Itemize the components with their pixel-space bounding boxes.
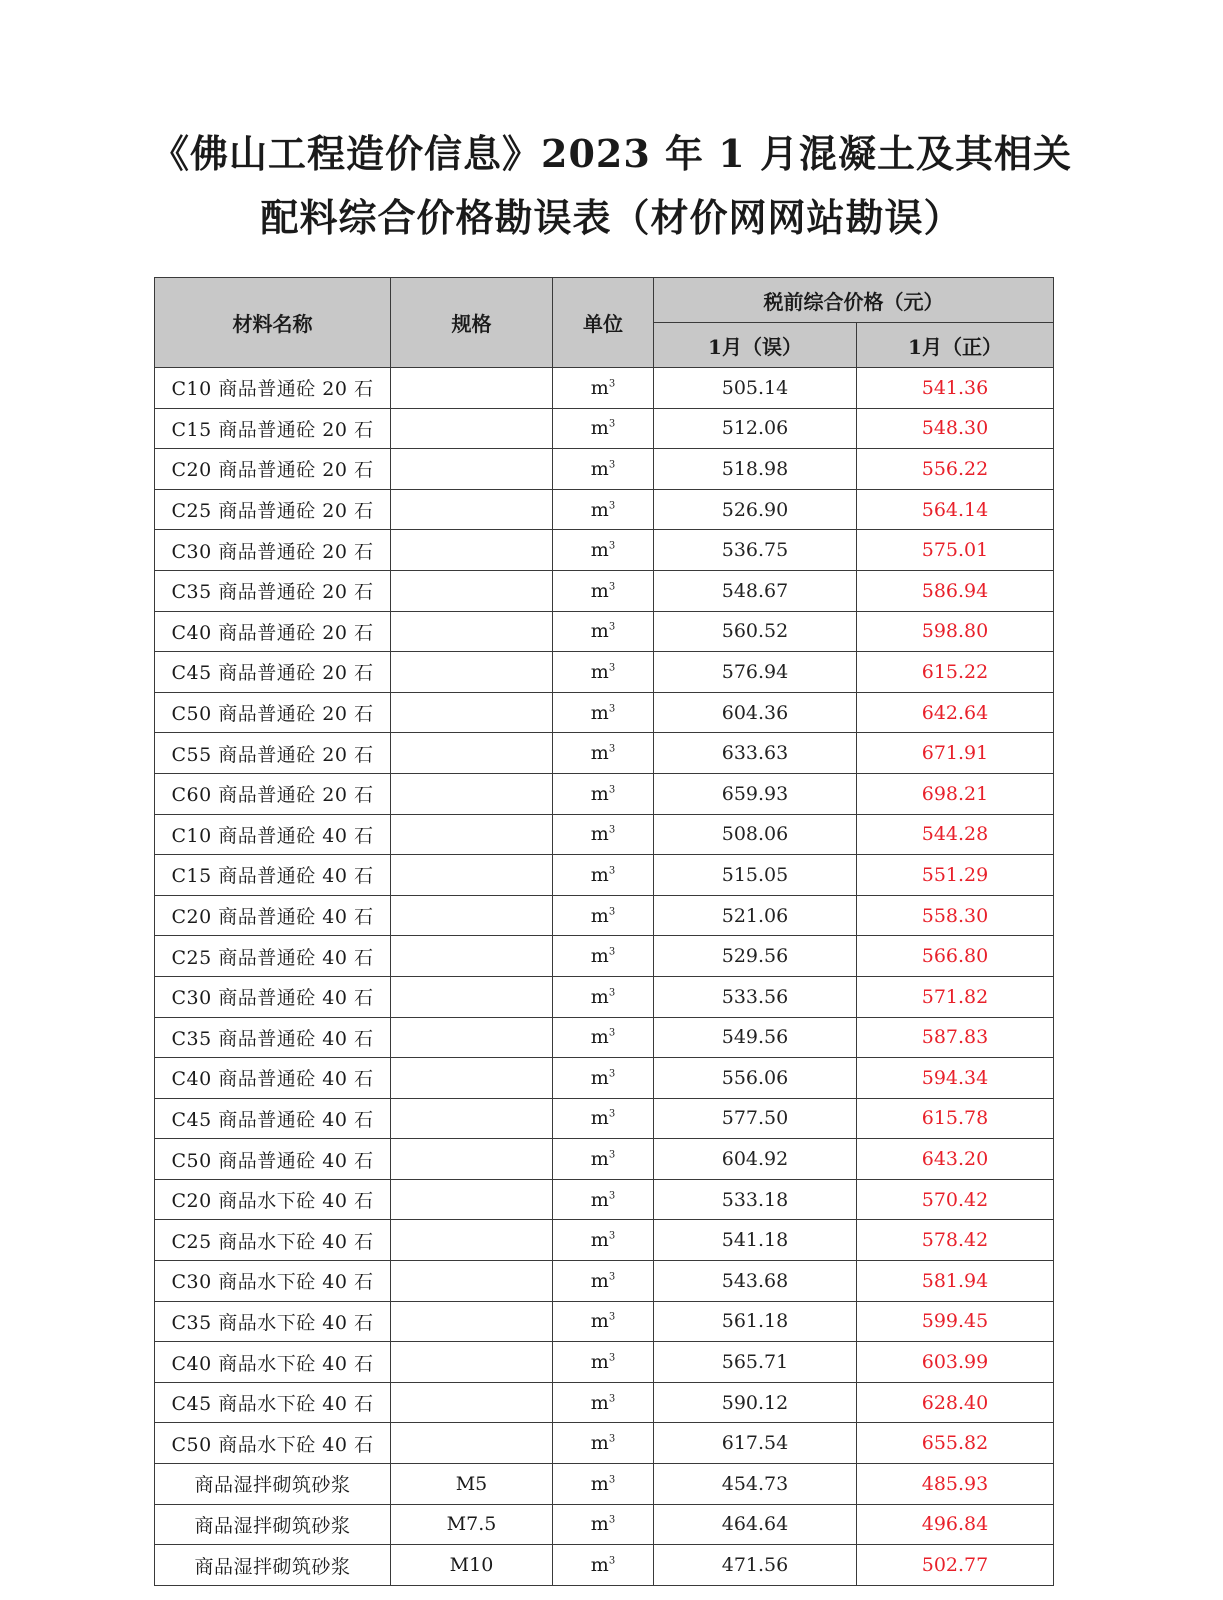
unit-cell xyxy=(553,489,654,530)
unit-base: m xyxy=(590,376,609,399)
unit-cell xyxy=(553,1342,654,1383)
correct-price-cell: 615.78 xyxy=(857,1098,1054,1139)
spec-cell xyxy=(391,489,553,530)
wrong-price-cell: 529.56 xyxy=(654,936,857,977)
spec-cell xyxy=(391,976,553,1017)
material-name-cell: C30 商品普通砼 40 石 xyxy=(155,976,391,1017)
unit-cell xyxy=(553,773,654,814)
unit-exponent: 3 xyxy=(608,581,616,593)
table-row xyxy=(155,936,1054,977)
wrong-price-cell: 508.06 xyxy=(654,814,857,855)
unit-base: m xyxy=(590,1472,609,1495)
table-row xyxy=(155,814,1054,855)
unit-exponent: 3 xyxy=(608,906,616,918)
spec-cell xyxy=(391,1342,553,1383)
unit-cell xyxy=(553,1139,654,1180)
correct-price-cell: 485.93 xyxy=(857,1464,1054,1505)
correct-price-cell: 603.99 xyxy=(857,1342,1054,1383)
page-title-line-1: 《佛山工程造价信息》2023 年 1 月混凝土及其相关 xyxy=(151,131,1072,176)
table-row xyxy=(155,1220,1054,1261)
unit-base: m xyxy=(590,579,609,602)
correct-price-cell: 615.22 xyxy=(857,652,1054,693)
spec-cell xyxy=(391,570,553,611)
material-name-cell: C20 商品普通砼 20 石 xyxy=(155,449,391,490)
spec-cell xyxy=(391,1017,553,1058)
material-name-cell: C35 商品普通砼 40 石 xyxy=(155,1017,391,1058)
material-name-cell: C25 商品普通砼 20 石 xyxy=(155,489,391,530)
wrong-price-cell: 577.50 xyxy=(654,1098,857,1139)
correct-price-cell: 571.82 xyxy=(857,976,1054,1017)
unit-exponent: 3 xyxy=(608,946,616,958)
material-name-cell: C20 商品普通砼 40 石 xyxy=(155,895,391,936)
spec-cell: M5 xyxy=(391,1464,553,1505)
unit-exponent: 3 xyxy=(608,419,616,431)
unit-base: m xyxy=(590,701,609,724)
wrong-price-cell: 604.36 xyxy=(654,692,857,733)
wrong-price-cell: 590.12 xyxy=(654,1382,857,1423)
spec-cell: M10 xyxy=(391,1545,553,1586)
table-row xyxy=(155,530,1054,571)
unit-cell xyxy=(553,408,654,449)
table-row xyxy=(155,1504,1054,1545)
unit-base: m xyxy=(590,1554,609,1577)
unit-exponent: 3 xyxy=(608,825,616,836)
table-body xyxy=(155,368,1054,1586)
spec-cell xyxy=(391,895,553,936)
page-title-line-2: 配料综合价格勘误表（材价网网站勘误） xyxy=(260,195,963,240)
table-row xyxy=(155,733,1054,774)
unit-base: m xyxy=(590,1229,609,1252)
correct-price-cell: 502.77 xyxy=(857,1545,1054,1586)
wrong-price-cell: 533.56 xyxy=(654,976,857,1017)
unit-exponent: 3 xyxy=(608,1474,616,1486)
unit-cell xyxy=(553,1261,654,1302)
table-row xyxy=(155,1139,1054,1180)
unit-cell xyxy=(553,1464,654,1505)
wrong-price-cell: 543.68 xyxy=(654,1261,857,1302)
wrong-price-cell: 515.05 xyxy=(654,855,857,896)
header-unit: 单位 xyxy=(553,278,654,368)
spec-cell xyxy=(391,611,553,652)
header-january-correct: 1月（正） xyxy=(857,323,1054,368)
unit-base: m xyxy=(590,1107,609,1130)
material-name-cell: C40 商品普通砼 20 石 xyxy=(155,611,391,652)
correct-price-cell: 587.83 xyxy=(857,1017,1054,1058)
table-row xyxy=(155,652,1054,693)
unit-cell xyxy=(553,1058,654,1099)
unit-exponent: 3 xyxy=(608,703,616,715)
table-row xyxy=(155,976,1054,1017)
spec-cell xyxy=(391,773,553,814)
correct-price-cell: 566.80 xyxy=(857,936,1054,977)
correct-price-cell: 496.84 xyxy=(857,1504,1054,1545)
unit-exponent: 3 xyxy=(608,1230,616,1242)
material-name-cell: C55 商品普通砼 20 石 xyxy=(155,733,391,774)
material-name-cell: C45 商品普通砼 20 石 xyxy=(155,652,391,693)
unit-exponent: 3 xyxy=(608,987,616,999)
correct-price-cell: 642.64 xyxy=(857,692,1054,733)
material-name-cell: C25 商品水下砼 40 石 xyxy=(155,1220,391,1261)
unit-base: m xyxy=(590,1066,609,1089)
unit-cell xyxy=(553,570,654,611)
unit-cell xyxy=(553,814,654,855)
unit-cell xyxy=(553,976,654,1017)
spec-cell xyxy=(391,1098,553,1139)
unit-cell xyxy=(553,530,654,571)
wrong-price-cell: 565.71 xyxy=(654,1342,857,1383)
material-name-cell: C40 商品普通砼 40 石 xyxy=(155,1058,391,1099)
material-name-cell: C10 商品普通砼 20 石 xyxy=(155,368,391,409)
table-row xyxy=(155,1423,1054,1464)
unit-exponent: 3 xyxy=(608,865,616,877)
table-header xyxy=(155,278,1054,368)
correct-price-cell: 541.36 xyxy=(857,368,1054,409)
table-row xyxy=(155,895,1054,936)
unit-exponent: 3 xyxy=(608,784,616,796)
table-row xyxy=(155,368,1054,409)
spec-cell xyxy=(391,1301,553,1342)
material-name-cell: 商品湿拌砌筑砂浆 xyxy=(155,1545,391,1586)
correct-price-cell: 558.30 xyxy=(857,895,1054,936)
unit-exponent: 3 xyxy=(608,1555,616,1567)
table-row xyxy=(155,570,1054,611)
material-name-cell: C30 商品水下砼 40 石 xyxy=(155,1261,391,1302)
unit-cell xyxy=(553,1017,654,1058)
unit-exponent: 3 xyxy=(608,378,616,390)
unit-exponent: 3 xyxy=(608,1190,616,1202)
material-name-cell: C50 商品普通砼 20 石 xyxy=(155,692,391,733)
correct-price-cell: 698.21 xyxy=(857,773,1054,814)
unit-cell xyxy=(553,855,654,896)
correct-price-cell: 643.20 xyxy=(857,1139,1054,1180)
spec-cell xyxy=(391,530,553,571)
unit-base: m xyxy=(590,782,609,805)
wrong-price-cell: 548.67 xyxy=(654,570,857,611)
material-name-cell: C10 商品普通砼 40 石 xyxy=(155,814,391,855)
unit-exponent: 3 xyxy=(608,1109,616,1121)
wrong-price-cell: 518.98 xyxy=(654,449,857,490)
spec-cell xyxy=(391,1382,553,1423)
wrong-price-cell: 556.06 xyxy=(654,1058,857,1099)
header-price-group: 税前综合价格（元） xyxy=(654,278,1054,323)
spec-cell xyxy=(391,1220,553,1261)
correct-price-cell: 599.45 xyxy=(857,1301,1054,1342)
wrong-price-cell: 536.75 xyxy=(654,530,857,571)
correct-price-cell: 556.22 xyxy=(857,449,1054,490)
unit-cell xyxy=(553,1301,654,1342)
unit-base: m xyxy=(590,863,609,886)
unit-base: m xyxy=(590,1432,609,1455)
correct-price-cell: 570.42 xyxy=(857,1179,1054,1220)
table-row xyxy=(155,1342,1054,1383)
unit-base: m xyxy=(590,660,609,683)
spec-cell xyxy=(391,1423,553,1464)
unit-cell xyxy=(553,1098,654,1139)
correct-price-cell: 551.29 xyxy=(857,855,1054,896)
spec-cell xyxy=(391,368,553,409)
correct-price-cell: 575.01 xyxy=(857,530,1054,571)
unit-exponent: 3 xyxy=(608,1271,616,1283)
material-name-cell: 商品湿拌砌筑砂浆 xyxy=(155,1464,391,1505)
correct-price-cell: 578.42 xyxy=(857,1220,1054,1261)
table-row xyxy=(155,449,1054,490)
correct-price-cell: 671.91 xyxy=(857,733,1054,774)
unit-cell xyxy=(553,1423,654,1464)
spec-cell xyxy=(391,936,553,977)
header-spec: 规格 xyxy=(391,278,553,368)
unit-cell xyxy=(553,368,654,409)
correct-price-cell: 594.34 xyxy=(857,1058,1054,1099)
spec-cell xyxy=(391,1179,553,1220)
price-correction-table xyxy=(154,277,1054,1586)
unit-exponent: 3 xyxy=(608,500,616,512)
unit-base: m xyxy=(590,1513,609,1536)
wrong-price-cell: 541.18 xyxy=(654,1220,857,1261)
wrong-price-cell: 560.52 xyxy=(654,611,857,652)
table-row xyxy=(155,1098,1054,1139)
unit-base: m xyxy=(590,742,609,765)
material-name-cell: C60 商品普通砼 20 石 xyxy=(155,773,391,814)
unit-exponent: 3 xyxy=(608,1149,616,1161)
unit-base: m xyxy=(590,945,609,968)
spec-cell xyxy=(391,408,553,449)
unit-cell xyxy=(553,936,654,977)
wrong-price-cell: 549.56 xyxy=(654,1017,857,1058)
unit-cell xyxy=(553,692,654,733)
correct-price-cell: 544.28 xyxy=(857,814,1054,855)
wrong-price-cell: 604.92 xyxy=(654,1139,857,1180)
correct-price-cell: 628.40 xyxy=(857,1382,1054,1423)
unit-base: m xyxy=(590,1351,609,1374)
spec-cell xyxy=(391,1139,553,1180)
unit-exponent: 3 xyxy=(608,1393,616,1405)
unit-exponent: 3 xyxy=(608,743,616,755)
wrong-price-cell: 505.14 xyxy=(654,368,857,409)
unit-cell xyxy=(553,733,654,774)
unit-cell xyxy=(553,1382,654,1423)
wrong-price-cell: 526.90 xyxy=(654,489,857,530)
unit-base: m xyxy=(590,823,609,846)
correct-price-cell: 548.30 xyxy=(857,408,1054,449)
material-name-cell: C15 商品普通砼 20 石 xyxy=(155,408,391,449)
unit-cell xyxy=(553,1179,654,1220)
table-row xyxy=(155,1261,1054,1302)
unit-exponent: 3 xyxy=(608,622,616,634)
unit-cell xyxy=(553,895,654,936)
material-name-cell: C15 商品普通砼 40 石 xyxy=(155,855,391,896)
wrong-price-cell: 617.54 xyxy=(654,1423,857,1464)
spec-cell xyxy=(391,1261,553,1302)
wrong-price-cell: 659.93 xyxy=(654,773,857,814)
wrong-price-cell: 454.73 xyxy=(654,1464,857,1505)
correct-price-cell: 581.94 xyxy=(857,1261,1054,1302)
unit-cell xyxy=(553,1504,654,1545)
unit-base: m xyxy=(590,985,609,1008)
unit-exponent: 3 xyxy=(608,1433,616,1445)
unit-exponent: 3 xyxy=(608,1068,616,1080)
table-row xyxy=(155,1545,1054,1586)
spec-cell xyxy=(391,1058,553,1099)
unit-base: m xyxy=(590,904,609,927)
unit-exponent: 3 xyxy=(608,1027,616,1039)
unit-exponent: 3 xyxy=(608,662,616,674)
table-row xyxy=(155,1382,1054,1423)
unit-base: m xyxy=(590,620,609,643)
wrong-price-cell: 464.64 xyxy=(654,1504,857,1545)
spec-cell: M7.5 xyxy=(391,1504,553,1545)
spec-cell xyxy=(391,855,553,896)
unit-base: m xyxy=(590,1269,609,1292)
table-row xyxy=(155,1301,1054,1342)
correct-price-cell: 586.94 xyxy=(857,570,1054,611)
unit-cell xyxy=(553,652,654,693)
correct-price-cell: 655.82 xyxy=(857,1423,1054,1464)
wrong-price-cell: 576.94 xyxy=(654,652,857,693)
table-row xyxy=(155,773,1054,814)
wrong-price-cell: 521.06 xyxy=(654,895,857,936)
unit-base: m xyxy=(590,1391,609,1414)
unit-base: m xyxy=(590,457,609,480)
correct-price-cell: 598.80 xyxy=(857,611,1054,652)
material-name-cell: C35 商品水下砼 40 石 xyxy=(155,1301,391,1342)
wrong-price-cell: 561.18 xyxy=(654,1301,857,1342)
material-name-cell: C45 商品水下砼 40 石 xyxy=(155,1382,391,1423)
material-name-cell: C25 商品普通砼 40 石 xyxy=(155,936,391,977)
unit-cell xyxy=(553,1220,654,1261)
unit-cell xyxy=(553,449,654,490)
correct-price-cell: 564.14 xyxy=(857,489,1054,530)
unit-exponent: 3 xyxy=(608,1515,616,1527)
spec-cell xyxy=(391,449,553,490)
table-row xyxy=(155,1179,1054,1220)
table-row xyxy=(155,1058,1054,1099)
material-name-cell: C35 商品普通砼 20 石 xyxy=(155,570,391,611)
table-row xyxy=(155,1017,1054,1058)
table-row xyxy=(155,692,1054,733)
spec-cell xyxy=(391,733,553,774)
table-row xyxy=(155,611,1054,652)
spec-cell xyxy=(391,652,553,693)
unit-cell xyxy=(553,611,654,652)
table-row xyxy=(155,489,1054,530)
material-name-cell: C45 商品普通砼 40 石 xyxy=(155,1098,391,1139)
unit-cell xyxy=(553,1545,654,1586)
unit-base: m xyxy=(590,1310,609,1333)
unit-exponent: 3 xyxy=(608,1352,616,1364)
material-name-cell: C40 商品水下砼 40 石 xyxy=(155,1342,391,1383)
page-title xyxy=(0,122,1223,250)
table-row xyxy=(155,408,1054,449)
wrong-price-cell: 512.06 xyxy=(654,408,857,449)
unit-base: m xyxy=(590,1148,609,1171)
unit-exponent: 3 xyxy=(608,459,616,471)
header-material-name: 材料名称 xyxy=(155,278,391,368)
spec-cell xyxy=(391,814,553,855)
material-name-cell: 商品湿拌砌筑砂浆 xyxy=(155,1504,391,1545)
material-name-cell: C30 商品普通砼 20 石 xyxy=(155,530,391,571)
unit-exponent: 3 xyxy=(608,540,616,552)
wrong-price-cell: 633.63 xyxy=(654,733,857,774)
spec-cell xyxy=(391,692,553,733)
table-row xyxy=(155,855,1054,896)
wrong-price-cell: 533.18 xyxy=(654,1179,857,1220)
table-row xyxy=(155,1464,1054,1505)
unit-base: m xyxy=(590,1026,609,1049)
header-january-wrong: 1月（误） xyxy=(654,323,857,368)
material-name-cell: C50 商品普通砼 40 石 xyxy=(155,1139,391,1180)
material-name-cell: C50 商品水下砼 40 石 xyxy=(155,1423,391,1464)
material-name-cell: C20 商品水下砼 40 石 xyxy=(155,1179,391,1220)
unit-base: m xyxy=(590,1188,609,1211)
wrong-price-cell: 471.56 xyxy=(654,1545,857,1586)
unit-base: m xyxy=(590,539,609,562)
unit-base: m xyxy=(590,417,609,440)
unit-base: m xyxy=(590,498,609,521)
unit-exponent: 3 xyxy=(608,1312,616,1324)
